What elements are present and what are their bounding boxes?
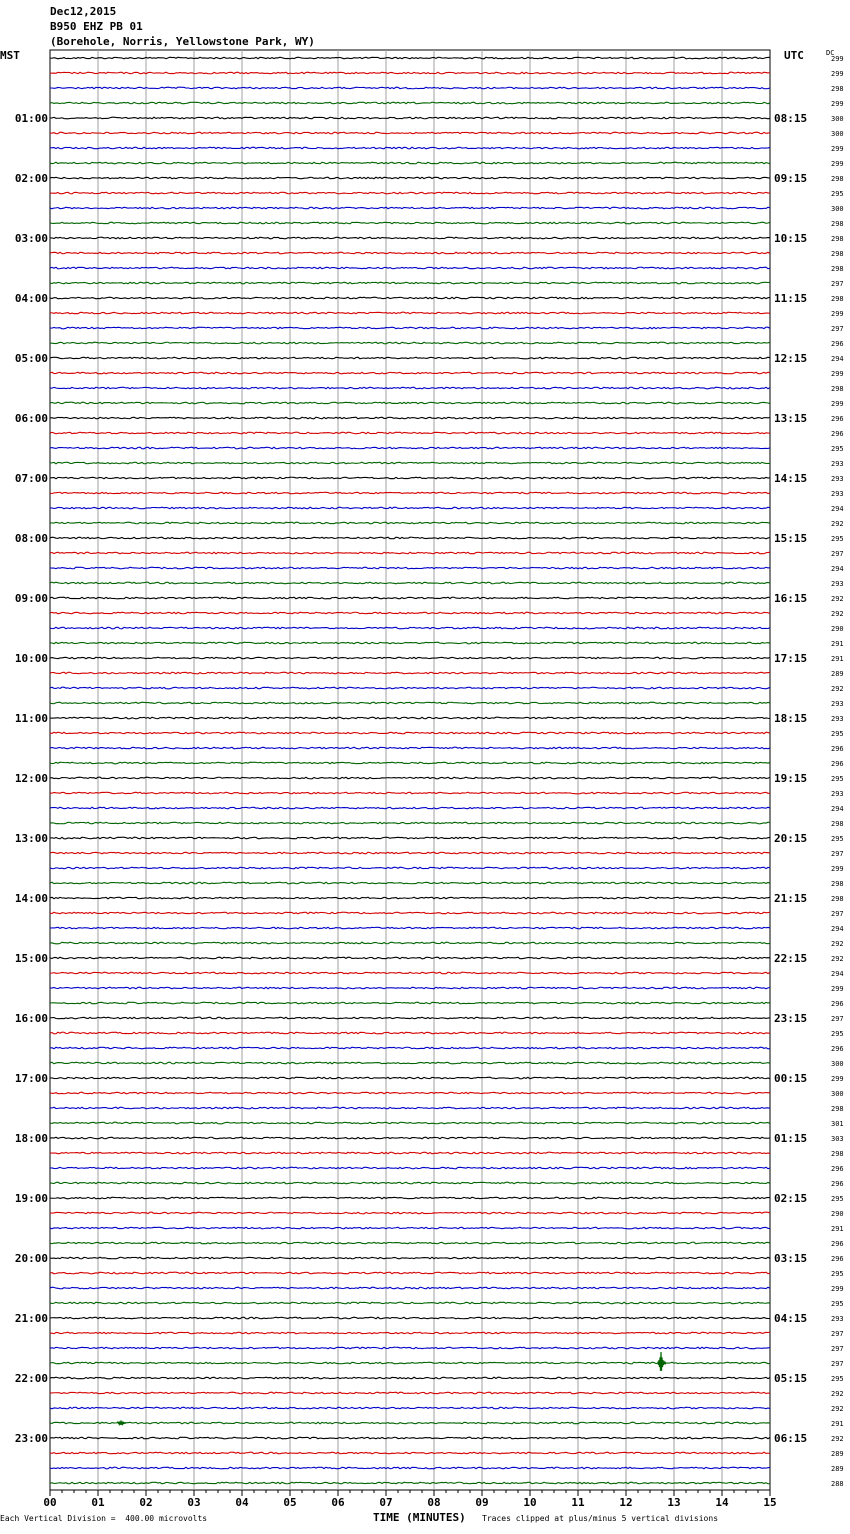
trace-47 <box>50 762 770 764</box>
left-hour-label: 18:00 <box>14 1132 48 1145</box>
dc-value: 298 <box>831 250 844 258</box>
right-hour-label: 06:15 <box>774 1432 808 1445</box>
dc-value: 300 <box>831 205 844 213</box>
right-hour-label: 11:15 <box>774 292 808 305</box>
plot-frame <box>50 50 770 1490</box>
trace-20 <box>50 357 770 359</box>
dc-value: 292 <box>831 1405 844 1413</box>
left-hour-label: 06:00 <box>14 412 48 425</box>
right-hour-label: 09:15 <box>774 172 808 185</box>
dc-value: 293 <box>831 790 844 798</box>
trace-54 <box>50 867 770 869</box>
left-hour-label: 08:00 <box>14 532 48 545</box>
dc-value: 289 <box>831 1465 844 1473</box>
vertical-division-note: Each Vertical Division = 400.00 microvolts <box>0 1514 208 1523</box>
dc-value: 294 <box>831 565 844 573</box>
right-hour-label: 15:15 <box>774 532 808 545</box>
right-hour-label: 05:15 <box>774 1372 808 1385</box>
dc-value: 295 <box>831 1270 844 1278</box>
right-hour-label: 02:15 <box>774 1192 808 1205</box>
x-tick-label: 01 <box>91 1496 105 1509</box>
dc-value: 291 <box>831 655 844 663</box>
left-hour-label: 10:00 <box>14 652 48 665</box>
trace-12 <box>50 237 770 239</box>
left-hour-label: 09:00 <box>14 592 48 605</box>
dc-value: 301 <box>831 1120 844 1128</box>
dc-value: 293 <box>831 715 844 723</box>
dc-value: 300 <box>831 1090 844 1098</box>
trace-85 <box>50 1332 770 1334</box>
left-hour-label: 01:00 <box>14 112 48 125</box>
right-hour-label: 01:15 <box>774 1132 808 1145</box>
dc-value: 296 <box>831 415 844 423</box>
dc-value: 296 <box>831 745 844 753</box>
trace-49 <box>50 792 770 794</box>
x-tick-label: 10 <box>523 1496 537 1509</box>
trace-17 <box>50 312 770 314</box>
dc-value: 297 <box>831 280 844 288</box>
trace-39 <box>50 642 770 644</box>
x-tick-label: 11 <box>571 1496 585 1509</box>
trace-84 <box>50 1317 770 1319</box>
trace-94 <box>50 1467 770 1469</box>
dc-value: 293 <box>831 1315 844 1323</box>
dc-value: 294 <box>831 505 844 513</box>
left-hour-label: 07:00 <box>14 472 48 485</box>
trace-73 <box>50 1152 770 1154</box>
trace-86 <box>50 1347 770 1349</box>
trace-83 <box>50 1302 770 1304</box>
trace-22 <box>50 387 770 389</box>
dc-value: 299 <box>831 160 844 168</box>
trace-57 <box>50 912 770 914</box>
trace-68 <box>50 1077 770 1079</box>
x-tick-label: 08 <box>427 1496 441 1509</box>
trace-13 <box>50 252 770 254</box>
dc-value: 294 <box>831 805 844 813</box>
dc-value: 292 <box>831 610 844 618</box>
trace-60 <box>50 957 770 959</box>
trace-29 <box>50 492 770 494</box>
dc-value: 297 <box>831 1360 844 1368</box>
dc-value: 292 <box>831 940 844 948</box>
trace-53 <box>50 852 770 854</box>
trace-21 <box>50 372 770 374</box>
dc-value: 298 <box>831 1150 844 1158</box>
trace-9 <box>50 192 770 194</box>
dc-value: 299 <box>831 100 844 108</box>
dc-value: 298 <box>831 85 844 93</box>
right-hour-label: 21:15 <box>774 892 808 905</box>
trace-18 <box>50 327 770 329</box>
dc-value: 296 <box>831 1045 844 1053</box>
dc-value: 299 <box>831 1075 844 1083</box>
trace-10 <box>50 207 770 209</box>
trace-3 <box>50 102 770 104</box>
right-hour-label: 08:15 <box>774 112 808 125</box>
right-hour-label: 18:15 <box>774 712 808 725</box>
trace-65 <box>50 1032 770 1034</box>
trace-92 <box>50 1437 770 1439</box>
right-axis-label: UTC <box>784 49 804 62</box>
dc-value: 300 <box>831 1060 844 1068</box>
station-label: B950 EHZ PB 01 <box>50 20 143 33</box>
trace-71 <box>50 1122 770 1124</box>
trace-77 <box>50 1212 770 1214</box>
trace-27 <box>50 462 770 464</box>
trace-69 <box>50 1092 770 1094</box>
dc-value: 289 <box>831 1450 844 1458</box>
dc-value: 291 <box>831 640 844 648</box>
right-hour-label: 04:15 <box>774 1312 808 1325</box>
trace-66 <box>50 1047 770 1049</box>
trace-26 <box>50 447 770 449</box>
trace-25 <box>50 432 770 434</box>
dc-value: 298 <box>831 220 844 228</box>
trace-19 <box>50 342 770 344</box>
trace-55 <box>50 882 770 884</box>
dc-value: 292 <box>831 595 844 603</box>
dc-value: 299 <box>831 55 844 63</box>
trace-7 <box>50 162 770 164</box>
left-hour-label: 15:00 <box>14 952 48 965</box>
trace-38 <box>50 627 770 629</box>
date-label: Dec12,2015 <box>50 5 117 18</box>
x-tick-label: 06 <box>331 1496 345 1509</box>
left-hour-label: 13:00 <box>14 832 48 845</box>
dc-value: 295 <box>831 1375 844 1383</box>
x-tick-label: 12 <box>619 1496 633 1509</box>
event-mark-0 <box>658 1352 666 1371</box>
dc-value: 299 <box>831 865 844 873</box>
trace-16 <box>50 297 770 299</box>
dc-value: 295 <box>831 835 844 843</box>
dc-value: 300 <box>831 130 844 138</box>
trace-48 <box>50 777 770 779</box>
right-hour-label: 12:15 <box>774 352 808 365</box>
trace-91 <box>50 1422 770 1424</box>
trace-34 <box>50 567 770 569</box>
dc-value: 296 <box>831 1165 844 1173</box>
dc-value: 298 <box>831 1105 844 1113</box>
dc-value: 296 <box>831 1180 844 1188</box>
dc-value: 290 <box>831 625 844 633</box>
dc-value: 297 <box>831 325 844 333</box>
right-hour-label: 22:15 <box>774 952 808 965</box>
trace-4 <box>50 117 770 119</box>
event-mark-1 <box>118 1421 126 1425</box>
left-hour-label: 17:00 <box>14 1072 48 1085</box>
dc-value: 289 <box>831 670 844 678</box>
dc-value: 293 <box>831 475 844 483</box>
dc-value: 296 <box>831 1000 844 1008</box>
dc-value: 298 <box>831 895 844 903</box>
x-tick-label: 04 <box>235 1496 249 1509</box>
trace-5 <box>50 132 770 134</box>
trace-14 <box>50 267 770 269</box>
dc-value: 293 <box>831 580 844 588</box>
dc-value: 299 <box>831 985 844 993</box>
dc-value: 291 <box>831 1225 844 1233</box>
trace-79 <box>50 1242 770 1244</box>
trace-59 <box>50 942 770 944</box>
dc-value: 292 <box>831 1435 844 1443</box>
trace-51 <box>50 822 770 824</box>
x-tick-label: 05 <box>283 1496 297 1509</box>
dc-value: 295 <box>831 190 844 198</box>
dc-value: 296 <box>831 430 844 438</box>
dc-value: 297 <box>831 850 844 858</box>
trace-43 <box>50 702 770 704</box>
dc-value: 292 <box>831 685 844 693</box>
dc-value: 298 <box>831 385 844 393</box>
dc-value: 290 <box>831 1210 844 1218</box>
dc-value: 298 <box>831 235 844 243</box>
x-tick-label: 02 <box>139 1496 153 1509</box>
trace-70 <box>50 1107 770 1109</box>
left-hour-label: 11:00 <box>14 712 48 725</box>
dc-value: 298 <box>831 880 844 888</box>
trace-67 <box>50 1062 770 1064</box>
left-hour-label: 05:00 <box>14 352 48 365</box>
trace-1 <box>50 72 770 74</box>
dc-value: 297 <box>831 1015 844 1023</box>
right-hour-label: 03:15 <box>774 1252 808 1265</box>
dc-value: 292 <box>831 955 844 963</box>
trace-93 <box>50 1452 770 1454</box>
trace-33 <box>50 552 770 554</box>
trace-32 <box>50 537 770 539</box>
dc-value: 293 <box>831 490 844 498</box>
right-hour-label: 14:15 <box>774 472 808 485</box>
dc-value: 298 <box>831 295 844 303</box>
trace-28 <box>50 477 770 479</box>
dc-value: 296 <box>831 1240 844 1248</box>
trace-37 <box>50 612 770 614</box>
trace-44 <box>50 717 770 719</box>
trace-50 <box>50 807 770 809</box>
trace-52 <box>50 837 770 839</box>
trace-78 <box>50 1227 770 1229</box>
left-hour-label: 20:00 <box>14 1252 48 1265</box>
trace-56 <box>50 897 770 899</box>
dc-value: 297 <box>831 550 844 558</box>
left-hour-label: 19:00 <box>14 1192 48 1205</box>
trace-88 <box>50 1377 770 1379</box>
trace-95 <box>50 1482 770 1484</box>
dc-value: 299 <box>831 70 844 78</box>
dc-label: DC <box>826 49 835 57</box>
dc-value: 295 <box>831 1030 844 1038</box>
dc-value: 295 <box>831 1300 844 1308</box>
trace-23 <box>50 402 770 404</box>
left-hour-label: 12:00 <box>14 772 48 785</box>
trace-81 <box>50 1272 770 1274</box>
trace-30 <box>50 507 770 509</box>
trace-36 <box>50 597 770 599</box>
right-hour-label: 19:15 <box>774 772 808 785</box>
trace-82 <box>50 1287 770 1289</box>
right-hour-label: 13:15 <box>774 412 808 425</box>
dc-value: 296 <box>831 1255 844 1263</box>
x-tick-label: 09 <box>475 1496 489 1509</box>
trace-35 <box>50 582 770 584</box>
dc-value: 295 <box>831 535 844 543</box>
dc-value: 299 <box>831 370 844 378</box>
right-hour-label: 23:15 <box>774 1012 808 1025</box>
trace-90 <box>50 1407 770 1409</box>
left-hour-label: 23:00 <box>14 1432 48 1445</box>
dc-value: 295 <box>831 1195 844 1203</box>
trace-24 <box>50 417 770 419</box>
trace-76 <box>50 1197 770 1199</box>
dc-value: 295 <box>831 730 844 738</box>
dc-value: 291 <box>831 1420 844 1428</box>
dc-value: 297 <box>831 910 844 918</box>
x-tick-label: 15 <box>763 1496 777 1509</box>
dc-value: 298 <box>831 175 844 183</box>
dc-value: 296 <box>831 760 844 768</box>
trace-31 <box>50 522 770 524</box>
trace-62 <box>50 987 770 989</box>
dc-value: 292 <box>831 520 844 528</box>
dc-value: 294 <box>831 355 844 363</box>
trace-41 <box>50 672 770 674</box>
right-hour-label: 00:15 <box>774 1072 808 1085</box>
dc-value: 288 <box>831 1480 844 1488</box>
dc-value: 293 <box>831 460 844 468</box>
location-label: (Borehole, Norris, Yellowstone Park, WY) <box>50 35 315 48</box>
dc-value: 294 <box>831 925 844 933</box>
trace-75 <box>50 1182 770 1184</box>
x-tick-label: 13 <box>667 1496 681 1509</box>
trace-11 <box>50 222 770 224</box>
trace-6 <box>50 147 770 149</box>
trace-46 <box>50 747 770 749</box>
dc-value: 295 <box>831 445 844 453</box>
left-hour-label: 04:00 <box>14 292 48 305</box>
dc-value: 296 <box>831 340 844 348</box>
x-tick-label: 03 <box>187 1496 201 1509</box>
dc-value: 293 <box>831 700 844 708</box>
trace-64 <box>50 1017 770 1019</box>
left-hour-label: 21:00 <box>14 1312 48 1325</box>
dc-value: 303 <box>831 1135 844 1143</box>
trace-40 <box>50 657 770 659</box>
left-hour-label: 02:00 <box>14 172 48 185</box>
dc-value: 297 <box>831 1330 844 1338</box>
dc-value: 294 <box>831 970 844 978</box>
left-hour-label: 16:00 <box>14 1012 48 1025</box>
right-hour-label: 17:15 <box>774 652 808 665</box>
left-hour-label: 14:00 <box>14 892 48 905</box>
trace-89 <box>50 1392 770 1394</box>
dc-value: 299 <box>831 145 844 153</box>
trace-80 <box>50 1257 770 1259</box>
dc-value: 297 <box>831 1345 844 1353</box>
dc-value: 298 <box>831 265 844 273</box>
trace-61 <box>50 972 770 974</box>
dc-value: 295 <box>831 775 844 783</box>
right-hour-label: 16:15 <box>774 592 808 605</box>
dc-value: 292 <box>831 1390 844 1398</box>
dc-value: 300 <box>831 115 844 123</box>
x-tick-label: 07 <box>379 1496 393 1509</box>
x-axis-label: TIME (MINUTES) <box>373 1511 466 1524</box>
left-hour-label: 22:00 <box>14 1372 48 1385</box>
clipping-note: Traces clipped at plus/minus 5 vertical divisions <box>482 1514 719 1523</box>
right-hour-label: 20:15 <box>774 832 808 845</box>
trace-63 <box>50 1002 770 1004</box>
trace-8 <box>50 177 770 179</box>
dc-value: 298 <box>831 820 844 828</box>
trace-58 <box>50 927 770 929</box>
trace-74 <box>50 1167 770 1169</box>
trace-72 <box>50 1137 770 1139</box>
trace-2 <box>50 87 770 89</box>
right-hour-label: 10:15 <box>774 232 808 245</box>
dc-value: 299 <box>831 310 844 318</box>
trace-42 <box>50 687 770 689</box>
left-axis-label: MST <box>0 49 20 62</box>
dc-value: 299 <box>831 400 844 408</box>
trace-15 <box>50 282 770 284</box>
dc-value: 299 <box>831 1285 844 1293</box>
x-tick-label: 14 <box>715 1496 729 1509</box>
trace-0 <box>50 57 770 59</box>
trace-45 <box>50 732 770 734</box>
left-hour-label: 03:00 <box>14 232 48 245</box>
x-tick-label: 00 <box>43 1496 57 1509</box>
